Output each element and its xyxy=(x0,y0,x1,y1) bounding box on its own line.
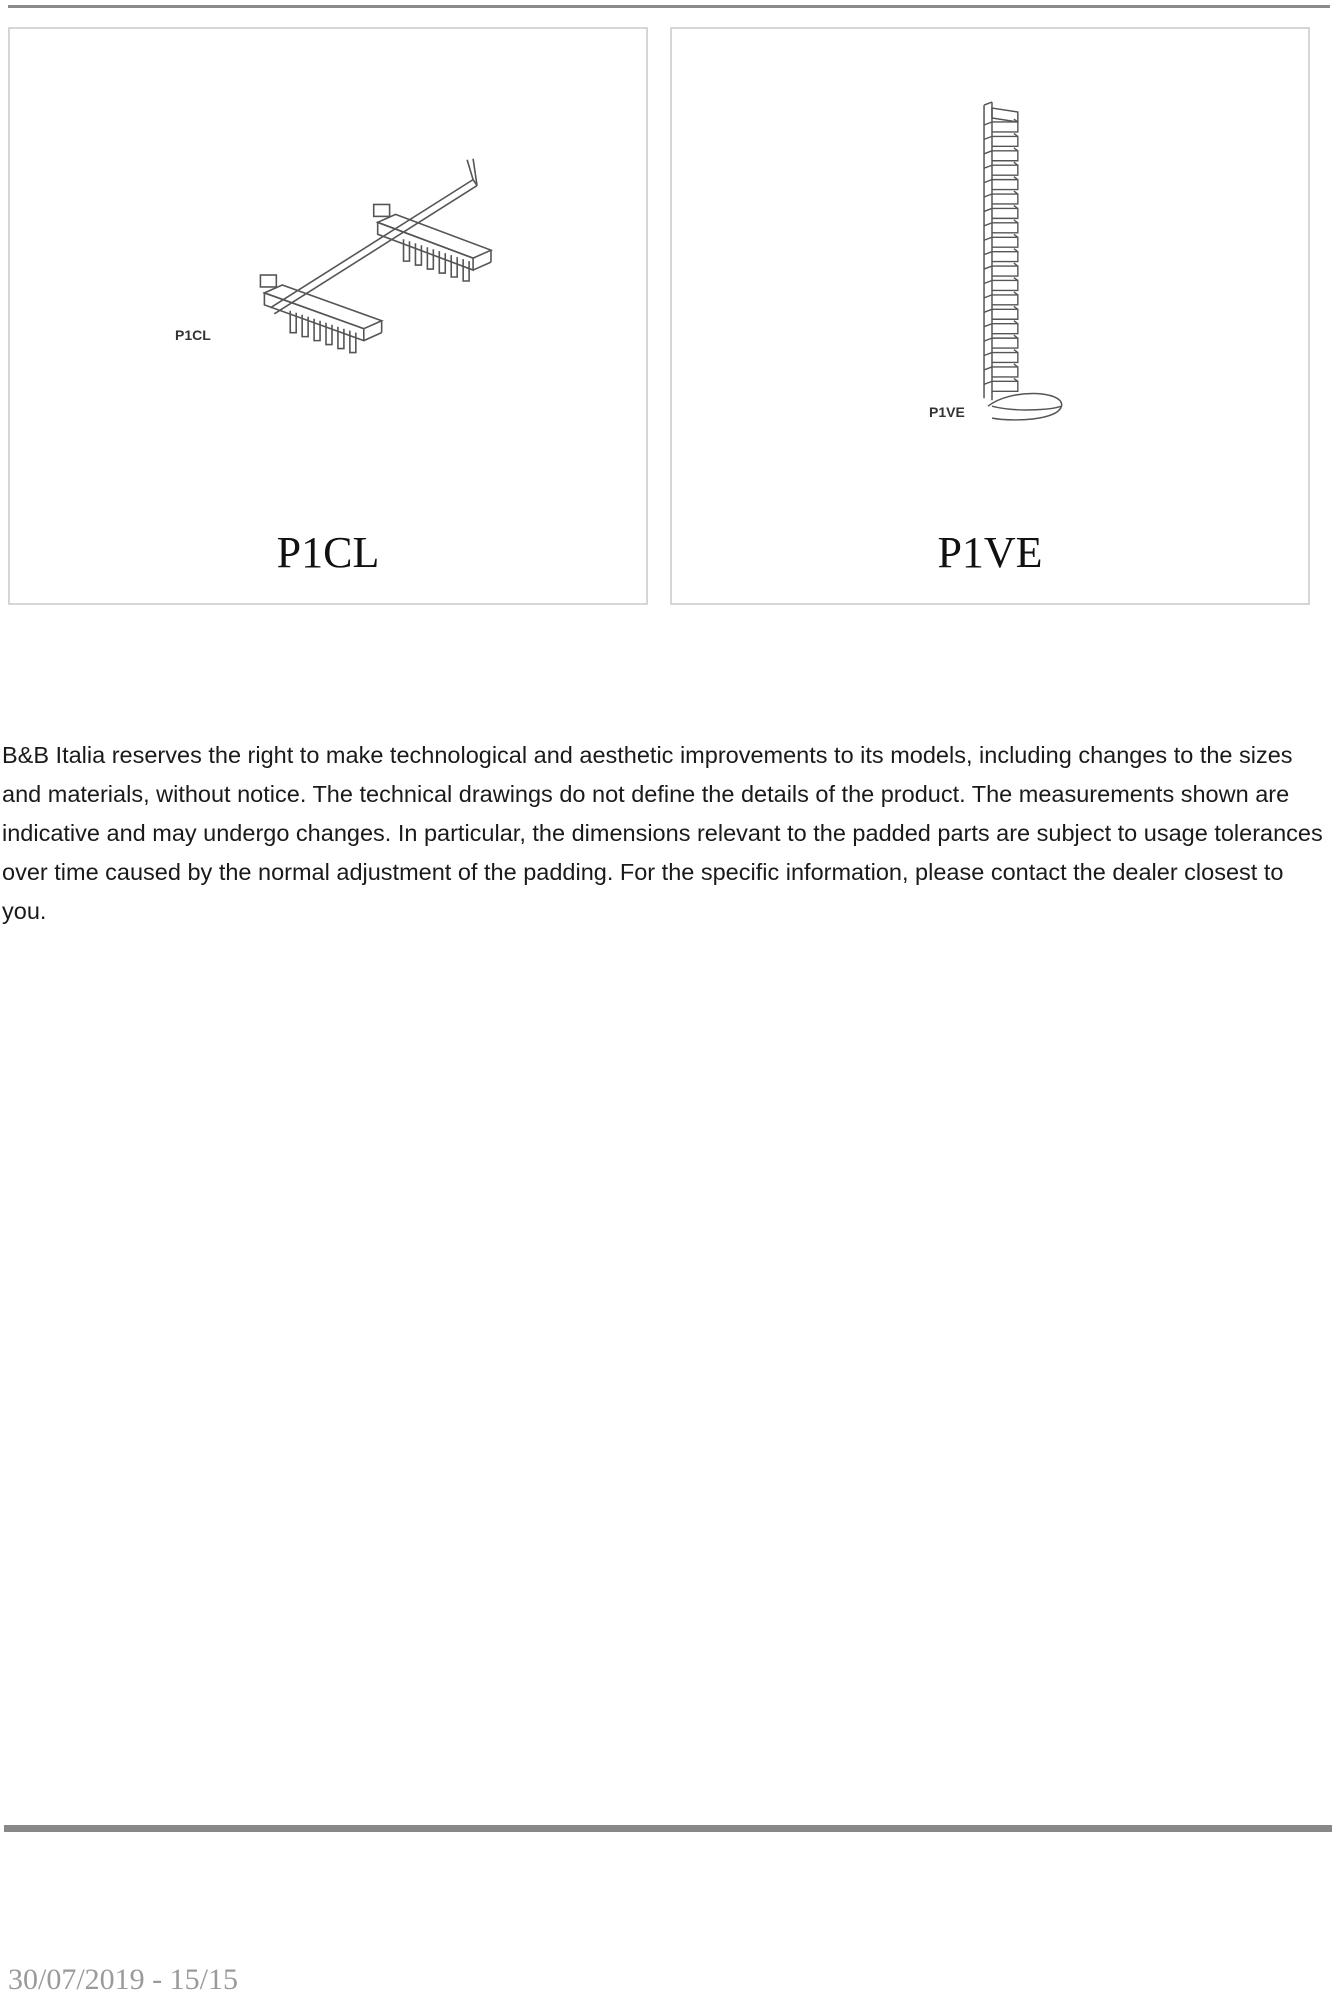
spine-vertebra xyxy=(984,350,1018,363)
product-caption: P1CL xyxy=(276,528,380,577)
spine-vertebra xyxy=(984,220,1018,233)
bottom-divider xyxy=(4,1825,1332,1832)
cable-clip-bar-drawing-icon xyxy=(10,29,646,529)
spine-vertebra xyxy=(984,249,1018,262)
spine-vertebra xyxy=(984,234,1018,247)
spine-vertebra xyxy=(984,335,1018,348)
drawing-label: P1VE xyxy=(929,404,965,420)
product-card-p1cl xyxy=(8,27,648,605)
vertical-cable-spine-drawing-icon xyxy=(672,29,1308,529)
spine-vertebra xyxy=(984,306,1018,319)
top-divider xyxy=(8,5,1330,8)
spine-vertebra xyxy=(984,162,1018,175)
disclaimer-text: B&B Italia reserves the right to make technological and aesthetic improvements to its models, including changes to the sizes and materials, without notice. The technical drawings do not define the details of the product. The measurements shown are indicative and may undergo changes. In particular, the dimensions relevant to the padded parts are subject to usage tolerances over time caused by the normal adjustment of the padding. For the specific information, please contact the dealer closest to you. xyxy=(2,742,1323,924)
spine-vertebra xyxy=(984,278,1018,291)
spine-vertebra xyxy=(984,378,1018,391)
footer-date-page: 30/07/2019 - 15/15 xyxy=(8,1963,238,1996)
spine-vertebra xyxy=(984,133,1018,146)
spine-vertebra xyxy=(984,364,1018,377)
spine-vertebra xyxy=(984,177,1018,190)
spine-vertebra xyxy=(984,148,1018,161)
spine-vertebra xyxy=(984,205,1018,218)
drawing-label: P1CL xyxy=(175,327,211,343)
product-card-p1ve xyxy=(670,27,1310,605)
spine-vertebra xyxy=(984,191,1018,204)
spine-vertebra xyxy=(984,292,1018,305)
product-caption: P1VE xyxy=(937,528,1043,577)
spine-vertebra xyxy=(984,263,1018,276)
spine-vertebra xyxy=(984,321,1018,334)
